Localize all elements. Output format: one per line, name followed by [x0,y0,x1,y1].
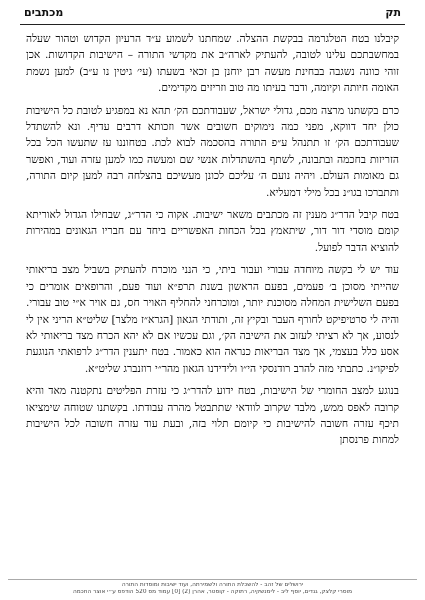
paragraph-3: בטח קיבל הדר״ג מענין זה מכתבים משאר ישיבות. אקוה כי הדר״ג, שבחילו הגדול לאוריתא קומם מוסדי דור דור, שיתאמץ בכל הכחות האפשריים ביחד עם חבריו הגאונים במהירות להוציא הדבר לפועל. [26,209,399,254]
paragraph-2: כרם בקשתנו מרצה מכם, גדולי ישראל, שעבודתכם הק׳ תהא נא במפגיע לטובת כל הישיבות כולן יחד דווקא, מפני כמה נימוקים חשובים אשר וזכותא דרבים עדיף. ונא להשתדל שעבודתכם הק׳ זו תתנהל ע״פ התורה בהסכמה לבוא לכת. בטחוננו עז שתעשו הכל בכל הזריזות בחכמה ובתבונה, לשתף בהשתדלות אנשי שם ומעשה כמו למען עזרה ועוד, ואפשר גם מאומות העולם. ויהיה נועם ה׳ עליכם לכונן מעשיכם בהצלחה רבה למען קיום התורה, ותתברכו בגו״נ בכל מילי דמעליא. [26,104,399,199]
page-number: תק [385,6,401,19]
footer-line-2: מוסרי קלצק, גנדים, יוסף ליב - לימנשקיה, רתוקה - קוסטר, אהרן (2) [0] עמוד מס 520 הודפס ע״י אוצר החכמה [72,589,353,595]
paragraph-4: עוד יש לי בקשה מיוחדה עבורי ועבור ביתי, כי הנני מוכרח להעתיק בשביל מצב בריאותי שהייתי מסוכן ב׳ פעמים, בפעם הראשון בשנת תרפ״א ועוד פעם, והרופאים אומרים כי בפעם השלישית המחלה מסוכנת יותר, ומוכרחני להחליף האויר חס, גם אויר א״י טוב עבורי. והיה לי סרטיפיקט לחורף העבר ובקיץ זה, ותודתי הגאון [הגרא״ז מלצר] שליט״א הריני אין לי לנסוע, אך לא רציתי לעזוב את הישיבה הק׳, וגם עכשיו אם לא יהא הכרח מצד בריאותי לא אסע כלל בעצמי, אך מצד הבריאות כנראה הוא כאמור. בטח יתענין הדר״ג לרפואתי הנוגעת לפיקו״נ. כתבתי מזה להרב רודנסקי הי״ו ולידידנו הגאון מהר״י רוזנברג שליט״א. [26,264,399,375]
paragraph-5: בנוגע למצב החומרי של הישיבות, בטח ידוע להדר״ג כי עזרת הפליטים נתקטנה מאד והיא קרובה לאפס ממש, מלבד שקרוב לוודאי שתתבטל מהרה עבודתו. בקשתנו שטוחה שימציאו תיכף עזרה חשובה להישיבות כי קיומם תלוי בזה, ובעת עוד עזרה חשובה לכל הישיבות למחות פרנסתן [26,385,399,447]
section-title: מכתבים [24,6,64,19]
paragraph-1: קיבלנו בטח הטלגרמה בבקשת ההצלה. שמחתנו לשמוע ע״ד הרעיון הקדוש וטהור שעלה במחשבתכם עלינו לטובה, להעתיק לארה״ב את מקדשי התורה – הישיבות הקדושות. אכן זוהי כוונה נשגבה בבחינת מעשה רבן יוחנן בן זכאי בשעתו (עי׳ גיטין נו ע״ב) למען נשמת האומה חיותה וקיומה, ודבר בעיתו מה טוב וזריזים מקדימים. [26,33,399,95]
running-header [24,6,401,22]
page-footer [8,579,417,596]
header-rule [20,24,405,25]
footer-line-1: ירושלים של זהב - להשכלת התורה ולשמירתה, ועוד ישיבות ומוסדות התורה [121,582,304,588]
letter-body [26,31,399,455]
